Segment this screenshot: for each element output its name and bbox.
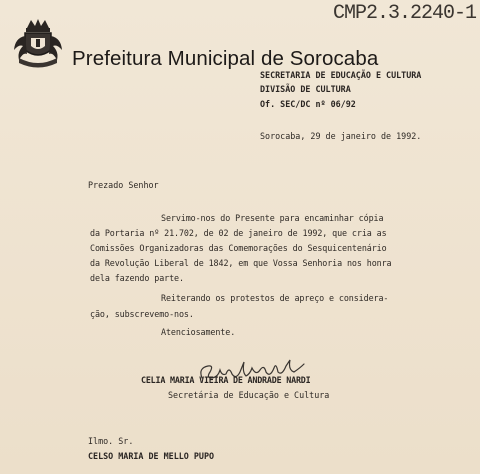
body-line: da Portaria nº 21.702, de 02 de janeiro de 1992, que cria as: [90, 228, 387, 238]
department-name: SECRETARIA DE EDUCAÇÃO E CULTURA: [260, 70, 422, 80]
body-line: da Revolução Liberal de 1842, em que Vossa Senhoria nos honra: [90, 258, 392, 268]
body-line: dela fazendo parte.: [90, 273, 184, 283]
recipient-honorific: Ilmo. Sr.: [88, 436, 134, 446]
page-title: Prefeitura Municipal de Sorocaba: [72, 47, 379, 70]
salutation: Prezado Senhor: [88, 180, 159, 190]
body-line: Comissões Organizadoras das Comemorações do Sesquicentenário: [90, 243, 387, 253]
signatory-name: CELIA MARIA VIEIRA DE ANDRADE NARDI: [141, 375, 311, 385]
recipient-name: CELSO MARIA DE MELLO PUPO: [88, 451, 215, 461]
archive-code: CMP2.3.2240-1: [333, 2, 477, 25]
body-line: ção, subscrevemo-nos.: [90, 309, 194, 319]
date-line: Sorocaba, 29 de janeiro de 1992.: [260, 131, 422, 141]
division-name: DIVISÃO DE CULTURA: [260, 84, 351, 94]
body-line: Servimo-nos do Presente para encaminhar cópia: [161, 213, 384, 223]
municipal-crest-icon: [11, 16, 65, 68]
closing: Atenciosamente.: [161, 327, 236, 337]
reference-number: Of. SEC/DC nº 06/92: [260, 99, 356, 109]
body-line: Reiterando os protestos de apreço e considera-: [161, 293, 389, 303]
signatory-title: Secretária de Educação e Cultura: [168, 390, 330, 400]
